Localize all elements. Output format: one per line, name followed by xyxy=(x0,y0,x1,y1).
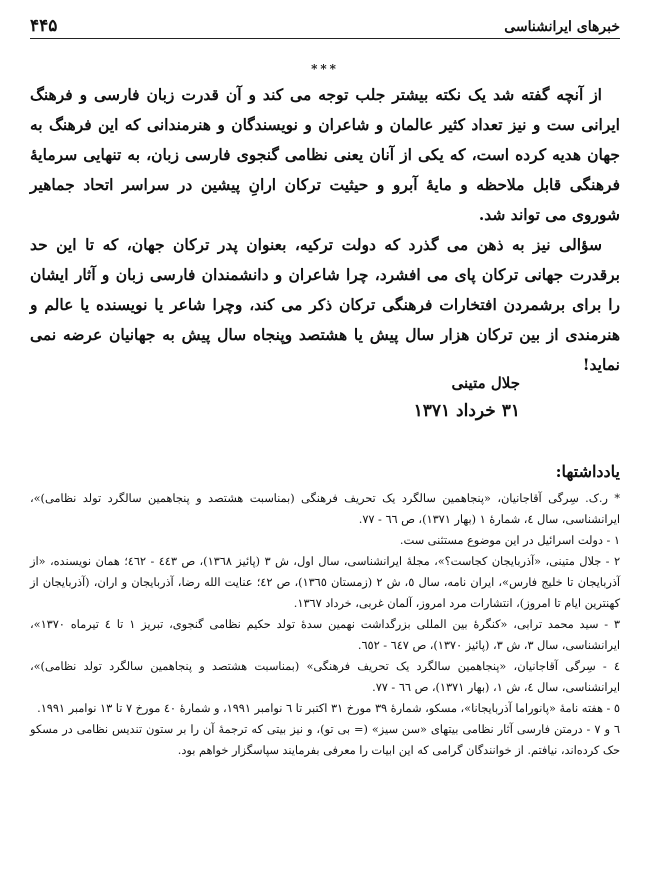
note-item: * ر.ک. سِرگی آقاجانیان، «پنجاهمین سالگرد یک تحریف فرهنگی (بمناسبت هشتصد و پنجاهمین سالگرد تولد نظامی)»، ایرانشناسی، سال ٤، شمارهٔ ١ (بهار ١٣٧١)، ص ٦٦ - ٧٧. xyxy=(30,492,620,526)
signature-date: ۳۱ خرداد ۱۳۷۱ xyxy=(413,401,520,421)
body-paragraph-2: سؤالی نیز به ذهن می گذرد که دولت ترکیه، بعنوان پدر ترکان جهان، که تا این حد برقدرت جهانی ترکان پای می افشرد، چرا شاعران و دانشمندان فارسی زبان و آثار ایشان را برای برشمردن افتخارات فرهنگی ترکان ذکر می کند، وچرا شاعر یا نویسنده یا عالم و هنرمندی از بین ترکان هزار سال پیش یا هشتصد وپنجاه سال پیش به جهانیان عرضه نمی نماید! xyxy=(30,235,620,374)
author-name: جلال متینی xyxy=(451,374,520,392)
notes-heading: یادداشتها: xyxy=(555,462,620,481)
note-item: ١ - دولت اسرائیل در این موضوع مستثنی ست. xyxy=(399,534,620,547)
note-item: ٢ - جلال متینی، «آذربایجان کجاست؟»، مجلهٔ ایرانشناسی، سال اول، ش ٣ (پائیز ١٣٦٨)، ص ٤٤٣ - ٤٦٢؛ همان نویسنده، «از آذربایجان تا خلیج فارس»، ایران نامه، سال ٥، ش ٢ (زمستان ١٣٦٥)، ص ٤٢؛ عنایت الله رضا، آذربایجان و اران، (آذربایجان از کهنترین ایام تا امروز)، انتشارات مرد امروز، آلمان غربی، خرداد ١٣٦٧. xyxy=(30,555,621,610)
note-item: ٦ و ٧ - درمتن فارسی آثار نظامی بیتهای «سن سیز» (= بی تو)، و نیز بیتی که ترجمهٔ آن را بر ستون تندیس نظامی در مسکو حک کرده‌اند، نیافتم. از خوانندگان گرامی که این ابیات را معرفی بفرمایند سپاسگزار خواهم بود. xyxy=(30,723,620,757)
signature-block xyxy=(414,369,520,425)
page-number: ۴۴۵ xyxy=(30,16,58,36)
note-item: ٣ - سید محمد ترابی، «کنگرهٔ بین المللی بزرگداشت نهمین سدهٔ تولد حکیم نظامی گنجوی، تبریز ١ تا ٤ تیرماه ١٣٧٠»، ایرانشناسی، سال ٣، ش ٣، (پائیز ١٣٧٠)، ص ٦٤٧ - ٦٥٢. xyxy=(30,618,620,652)
notes-list xyxy=(30,488,620,761)
note-item: ٤ - سِرگی آقاجانیان، «پنجاهمین سالگرد یک تحریف فرهنگی» (بمناسبت هشتصد و پنجاهمین سالگرد تولد نظامی)»، ایرانشناسی، سال ٤، ش ١، (بهار ١٣٧١)، ص ٦٦ - ٧٧. xyxy=(30,660,620,694)
section-separator: *** xyxy=(311,62,339,76)
note-item: ٥ - هفته نامهٔ «پانوراما آذربایجانا»، مسکو، شمارهٔ ٣٩ مورخ ٣١ اکتبر تا ٦ نوامبر ١٩٩١، و شمارهٔ ٤٠ مورخ ٧ تا ١٣ نوامبر ١٩٩١. xyxy=(37,702,620,715)
body-paragraph-1: از آنچه گفته شد یک نکته بیشتر جلب توجه می کند و آن قدرت زبان فارسی و فرهنگ ایرانی ست و نیز تعداد کثیر عالمان و شاعران و نویسندگان و هنرمندانی که این فرهنگ به جهان هدیه کرده است، که یکی از آنان یعنی نظامی گنجوی فارسی زبان، به تنهایی سرمایهٔ فرهنگی قابل ملاحظه و مایهٔ آبرو و حیثیت ترکان ارانِ پیشین در سراسر اتحاد جماهیر شوروی می تواند شد. xyxy=(30,85,620,224)
running-head: خبرهای ایرانشناسی xyxy=(504,19,620,35)
page-header xyxy=(30,12,620,39)
article-body xyxy=(30,80,620,380)
